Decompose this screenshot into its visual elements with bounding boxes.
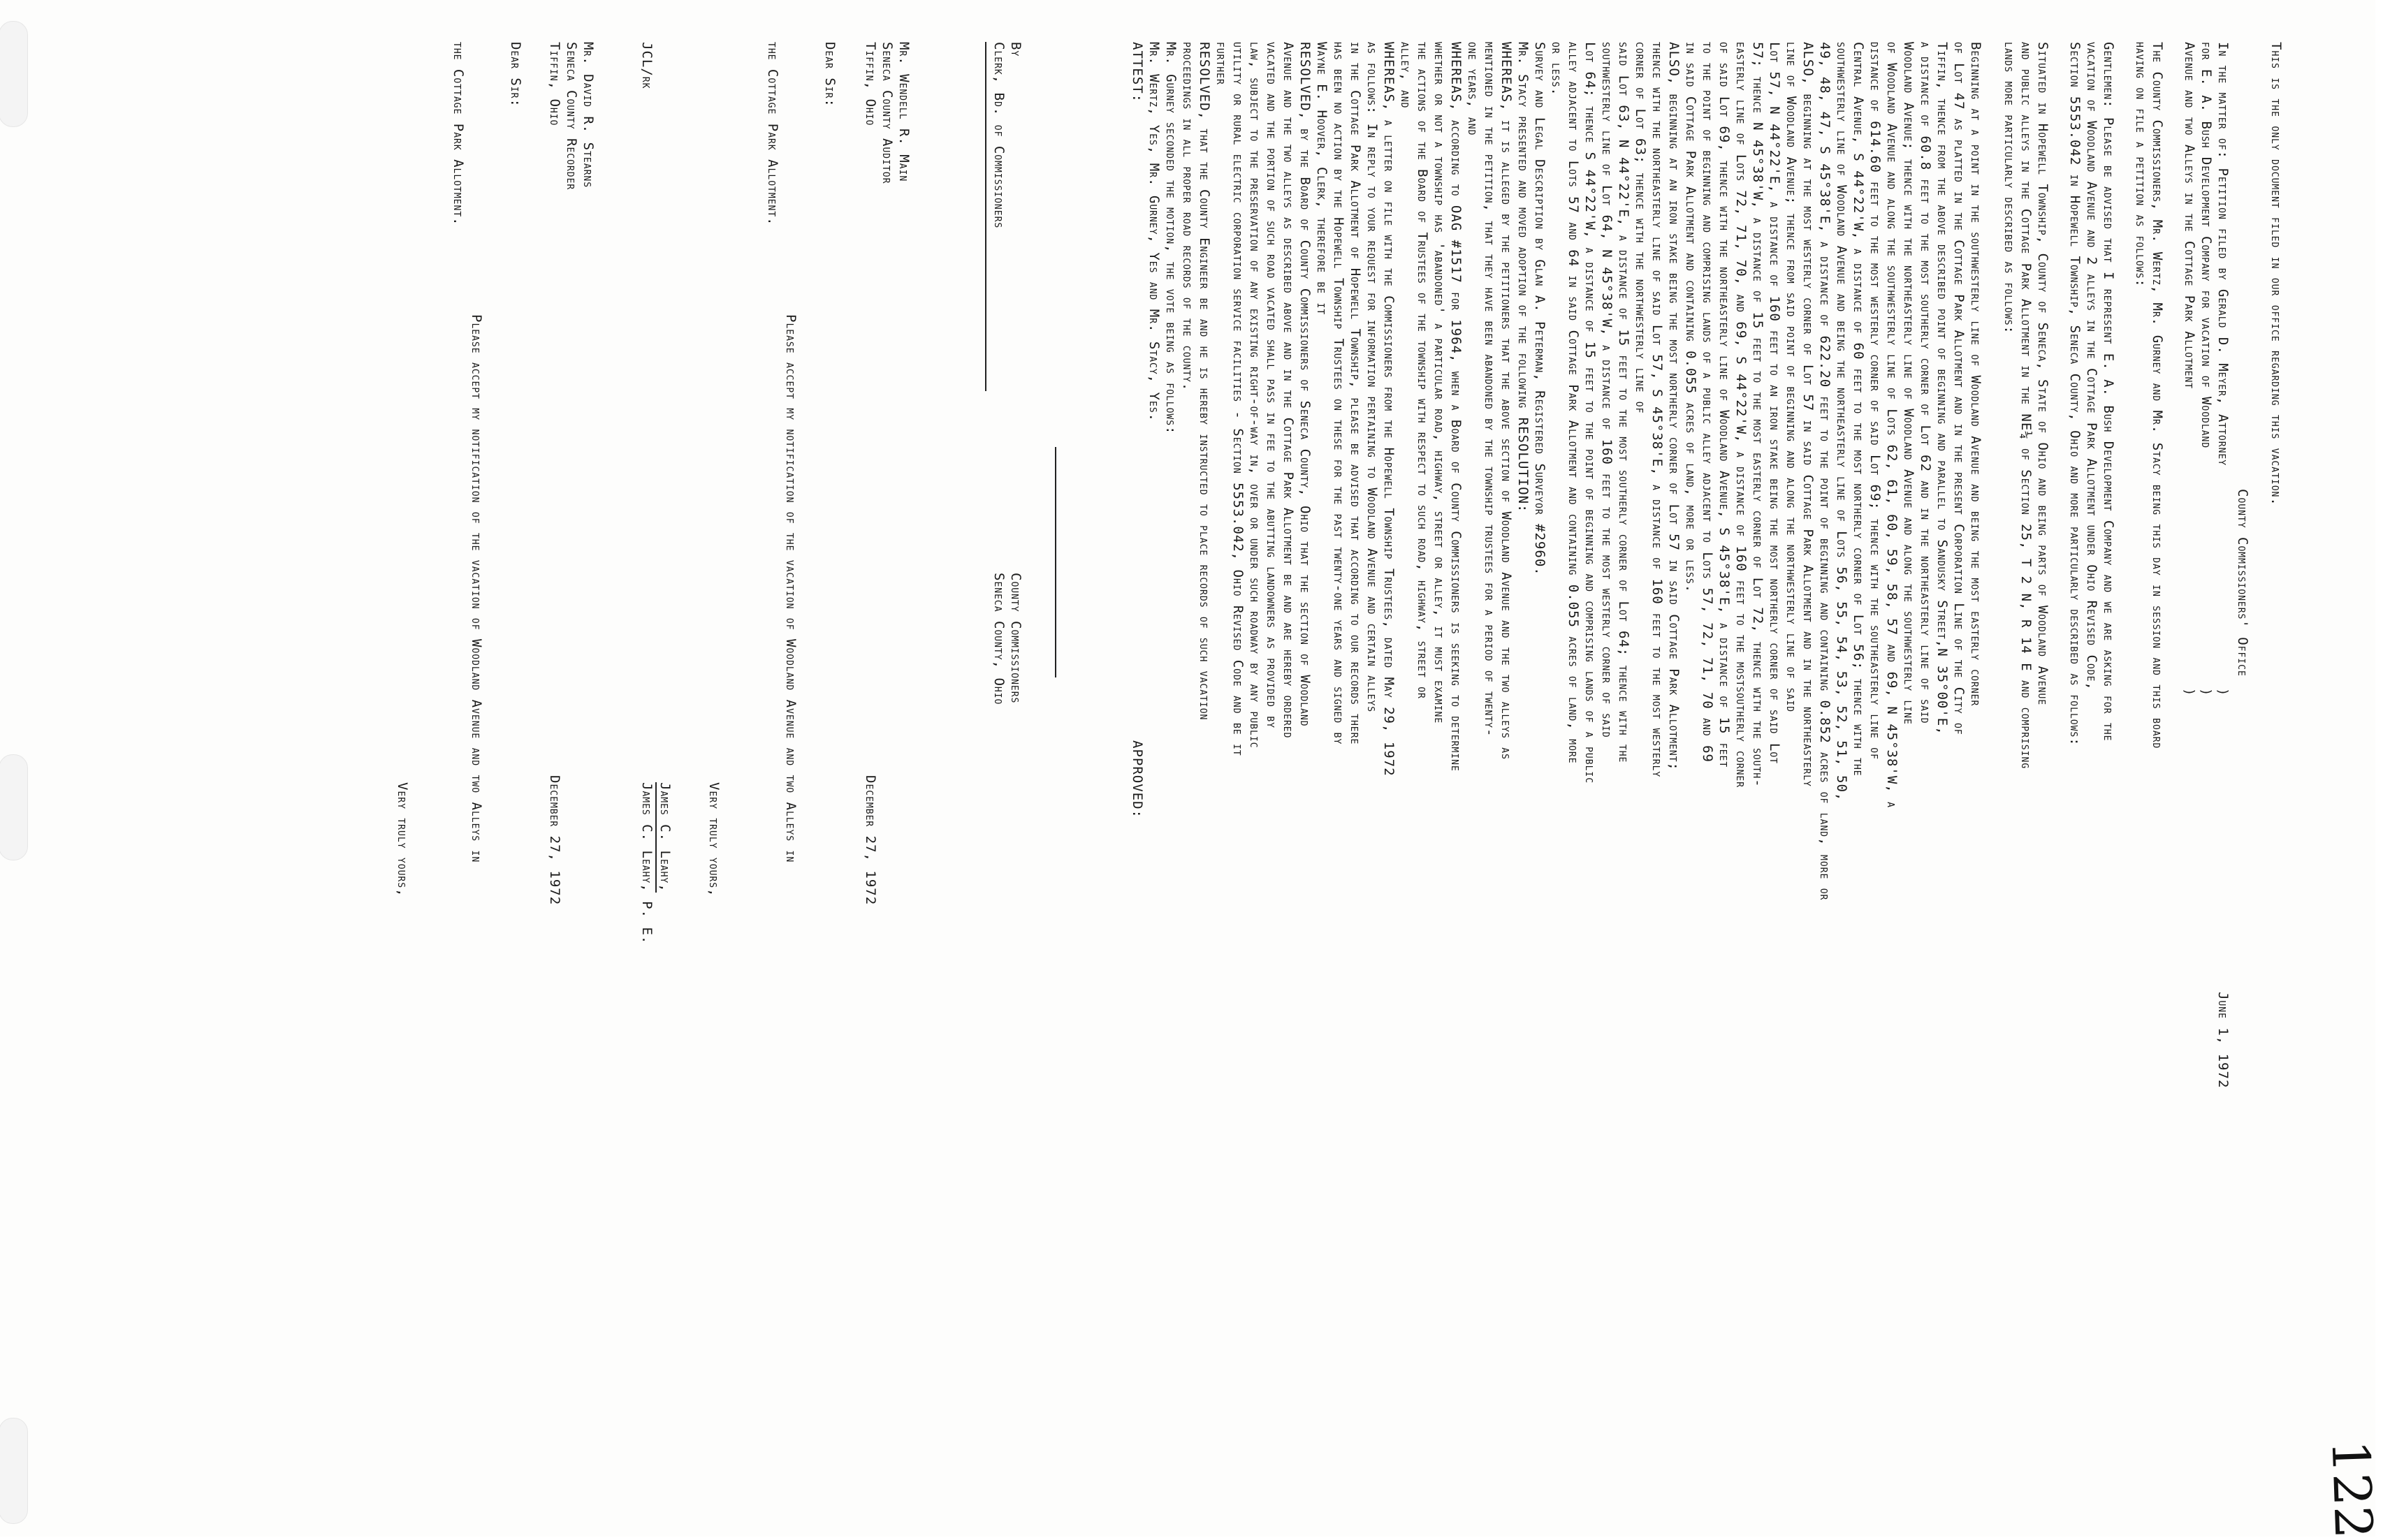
body-line: RESOLVED, that the County Engineer be and he is hereby instructed to place records of such vacation [1197, 42, 1212, 721]
description-line: and public alleys in the Cottage Park Allotment in the NE¼ of Section 25, T 2 N, R 14 E and comprising [2018, 42, 2034, 770]
commissioner-signature-line [1055, 447, 1056, 677]
addressee-title: Seneca County Recorder [564, 42, 579, 191]
closing: Very truly yours, [395, 782, 410, 897]
body-line: in the Cottage Park Allotment of Hopewell Township, please be advised that according to our records there [1348, 42, 1363, 745]
body-line: southwesterly line of Woodland Avenue and being the northeasterly line of Lots 56, 55, 54, 53, 52, 51, 50, [1834, 42, 1849, 802]
body-line: southwesterly line of Lot 64, N 45°38'W, a distance of 160 feet to the most westerly corner of said [1599, 42, 1615, 738]
body-line: of said Lot 69, thence with the northeasterly line of Woodland Avenue, S 45°38'E, a distance of 15 feet [1717, 42, 1732, 768]
body-line: to the point of beginning and comprising lands of a public alley adjacent to Lots 57, 72, 71, 70 and 69 [1700, 42, 1715, 763]
addressee-city: Tiffin, Ohio [547, 42, 562, 126]
clerk-signature-line [985, 42, 986, 391]
body-line: said Lot 63, N 44°22'E, a distance of 15 feet to the most southerly corner of Lot 64; thence with the [1616, 42, 1631, 763]
body-line: or less. [1549, 42, 1564, 96]
letter-body-line: the Cottage Park Allotment. [765, 42, 780, 226]
matter-line: Avenue and two Alleys in the Cottage Park Allotment [2182, 42, 2197, 390]
body-line: WHEREAS, a letter on file with the Commissioners from the Hopewell Township Trustees, dated May 29, 1972 [1381, 42, 1397, 777]
body-line: Central Avenue, S 44°22'W, a distance of 60 feet to the most northerly corner of Lot 56; thence with the [1851, 42, 1866, 777]
description-line: lands more particularly described as follows: [2002, 42, 2017, 335]
body-line: Wayne E. Hoover, Clerk, therefore be it [1314, 42, 1329, 316]
body-line: WHEREAS, it is alleged by the petitioners that the above section of Woodland Avenue and the two alleys as [1499, 42, 1514, 760]
body-line: line of Woodland Avenue; thence from said point of beginning and along the northwesterly line of said [1784, 42, 1799, 713]
body-line: RESOLVED, by the Board of County Commissioners of Seneca County, Ohio that the section of Woodland [1297, 42, 1313, 727]
body-line: thence with the northeasterly line of said Lot 57, S 45°38'E, a distance of 160 feet to the most westerly [1649, 42, 1665, 778]
letter-date: December 27, 1972 [547, 775, 562, 906]
intro-line: having on file a petition as follows: [2133, 42, 2148, 288]
body-line: vacated and the portion of such road vacated shall pass in fee to the abutting landowners as provided by [1264, 42, 1279, 728]
body-line: Beginning at a point in the southwesterly line of Woodland Avenue and being the most easterly corner [1968, 42, 1983, 707]
letter-body-line: Please accept my notification of the vacation of Woodland Avenue and two Alleys in [783, 314, 799, 863]
body-line: alley adjacent to Lots 57 and 64 in said Cottage Park Allotment and containing 0.055 acres of land, more [1566, 42, 1581, 764]
body-line: as follows: In reply to your request for information pertaining to Woodland Avenue and certain alleys [1364, 42, 1380, 713]
petition-line: Gentlemen: Please be advised that I represent E. A. Bush Development Company and we are asking for the [2101, 42, 2116, 742]
body-line: of Lot 47 as platted in the Cottage Park Allotment and in the present Corporation Line of the City of [1951, 42, 1967, 735]
commissioners-county: Seneca County, Ohio [991, 573, 1007, 705]
body-line: one years, and [1465, 42, 1480, 136]
body-line: a distance of 60.8 feet to the most southerly corner of Lot 62 and in the northeasterly line of said [1918, 42, 1933, 724]
petition-line: Section 5553.042 in Hopewell Township, Seneca County, Ohio and more particularly described as follows: [2067, 42, 2083, 747]
addressee-name: Mr. Wendell R. Main [896, 42, 912, 182]
punch-hole [0, 21, 28, 127]
top-note: This is the only document filed in our office regarding this vacation. [2268, 42, 2284, 506]
body-line: Lot 64; thence S 44°22'W, a distance of 15 feet to the point of beginning and comprising lands of a public [1582, 42, 1598, 784]
body-line: corner of Lot 63; thence with the northwesterly line of [1633, 42, 1648, 414]
punch-hole [0, 754, 28, 860]
body-line: has been no action by the Hopewell Township Trustees on these for the past twenty-one years and signed by [1331, 42, 1346, 745]
body-line: mentioned in the petition, that they have been abandoned by the township trustees for a period of twenty- [1482, 42, 1497, 738]
addressee-city: Tiffin, Ohio [863, 42, 878, 126]
office-heading: County Commissioners' Office [2235, 489, 2250, 677]
matter-bracket: ) [2182, 688, 2197, 697]
salutation: Dear Sir: [822, 42, 838, 108]
typist-initials: JCL/rk [639, 42, 655, 89]
body-line: 57; thence N 45°38'W, a distance of 15 feet to the most easterly corner of Lot 72, thence with the south- [1750, 42, 1765, 788]
letter-body-line: the Cottage Park Allotment. [451, 42, 466, 226]
attest-label: ATTEST: [1130, 42, 1145, 103]
commissioners-label: County Commissioners [1008, 573, 1023, 704]
body-line: WHEREAS, according to OAG #1517 for 1964, when a Board of County Commissioners is seeking to determine [1448, 42, 1464, 772]
date-top: June 1, 1972 [2215, 992, 2231, 1089]
body-line: the actions of the Board of Trustees of the township with respect to such road, highway, street or [1415, 42, 1430, 699]
body-line: alley, and [1398, 42, 1413, 109]
letter-body-line: Please accept my notification of the vacation of Woodland Avenue and two Alleys in [469, 314, 484, 863]
body-line: Mr. Stacy presented and moved adoption of the following RESOLUTION: [1515, 42, 1531, 513]
body-line: utility or rural electric corporation service facilities - Section 5553.042, Ohio Revised Code and be it [1230, 42, 1246, 756]
approved-label: APPROVED: [1130, 740, 1145, 819]
body-line: law, subject to the preservation of any existing right-of-way in, over or under such roadway by any public [1247, 42, 1262, 749]
matter-bracket: ) [2199, 688, 2214, 697]
by-label: By [1008, 42, 1023, 57]
body-line: proceedings in all proper road records of the county. [1180, 42, 1195, 392]
body-line: ALSO, beginning at the most westerly corner of Lot 57 in said Cottage Park Allotment and in the northeasterly [1800, 42, 1816, 787]
closing: Very truly yours, [706, 782, 722, 897]
intro-line: The County Commissioners, Mr. Wertz, Mr. Gurney and Mr. Stacy being this day in session and this board [2150, 42, 2165, 749]
punch-hole [0, 1418, 28, 1524]
body-line: Avenue and the two alleys as described above and in the Cottage Park Allotment be and are hereby ordered [1281, 42, 1296, 739]
addressee-title: Seneca County Auditor [880, 42, 895, 184]
signature: James C. Leahy, [655, 782, 673, 893]
body-line: easterly line of Lots 72, 71, 70, and 69, S 44°22'W, a distance of 160 feet to the mostsoutherly corner [1733, 42, 1749, 789]
body-line: Tiffin, thence from the above described point of beginning and parallel to Sandusky Street,N 35°00'E, [1934, 42, 1950, 735]
addressee-name: Mr. David R. Stearns [581, 42, 596, 189]
matter-line: for E. A. Bush Development Company for vacation of Woodland [2199, 42, 2214, 449]
body-line: Woodland Avenue; thence with the northeasterly line of Woodland Avenue and along the southwesterly line [1901, 42, 1916, 725]
salutation: Dear Sir: [508, 42, 523, 108]
body-line: Mr. Gurney seconded the motion, the vote being as follows: [1163, 42, 1179, 435]
body-line: 49, 48, 47, S 45°38'E, a distance of 622.20 feet to the point of beginning and containing 0.852 acres of land, more or [1817, 42, 1832, 901]
clerk-label: Clerk, Bd. of Commissioners [991, 42, 1007, 229]
body-line: distance of 614.60 feet to the most westerly corner of said Lot 69; thence with the southeasterly line of [1867, 42, 1883, 760]
body-line: of Woodland Avenue and along the southwesterly line of Lots 62, 61, 60, 59, 58, 57 and 69, N 45°38'W, a [1884, 42, 1900, 808]
body-line: Mr. Wertz, Yes, Mr. Gurney, Yes and Mr. Stacy, Yes. [1146, 42, 1162, 423]
description-line: Situated in Hopewell Township, County of Seneca, State of Ohio and being parts of Woodland Avenue [2035, 42, 2050, 706]
signer-name: James C. Leahy, P. E. [639, 782, 655, 945]
body-line: ALSO, beginning at an iron stake being the most northerly corner of Lot 57 in said Cottage Park Allotment; [1666, 42, 1682, 771]
page-number: 122 [2319, 1439, 2383, 1540]
petition-line: vacation of Woodland Avenue and 2 alleys in the Cottage Park Allotment under Ohio Revised Code, [2084, 42, 2099, 691]
body-line: in said Cottage Park Allotment and containing 0.055 acres of land, more or less. [1683, 42, 1698, 594]
letter-date: December 27, 1972 [863, 775, 878, 906]
matter-bracket: ) [2215, 688, 2231, 697]
matter-line: In the matter of: Petition filed by Gerald D. Meyer, Attorney [2215, 42, 2231, 467]
body-line: whether or not a township has 'abandoned' a particular road, highway, street or alley, it must examine [1431, 42, 1447, 724]
body-line: Survey and Legal Description by Glan A. Peterman, Registered Surveyor #2960. [1532, 42, 1547, 576]
body-line: Lot 57, N 44°22'E, a distance of 160 feet to an iron stake being the most northerly corner of said Lot [1767, 42, 1782, 764]
body-line: further [1214, 42, 1229, 85]
